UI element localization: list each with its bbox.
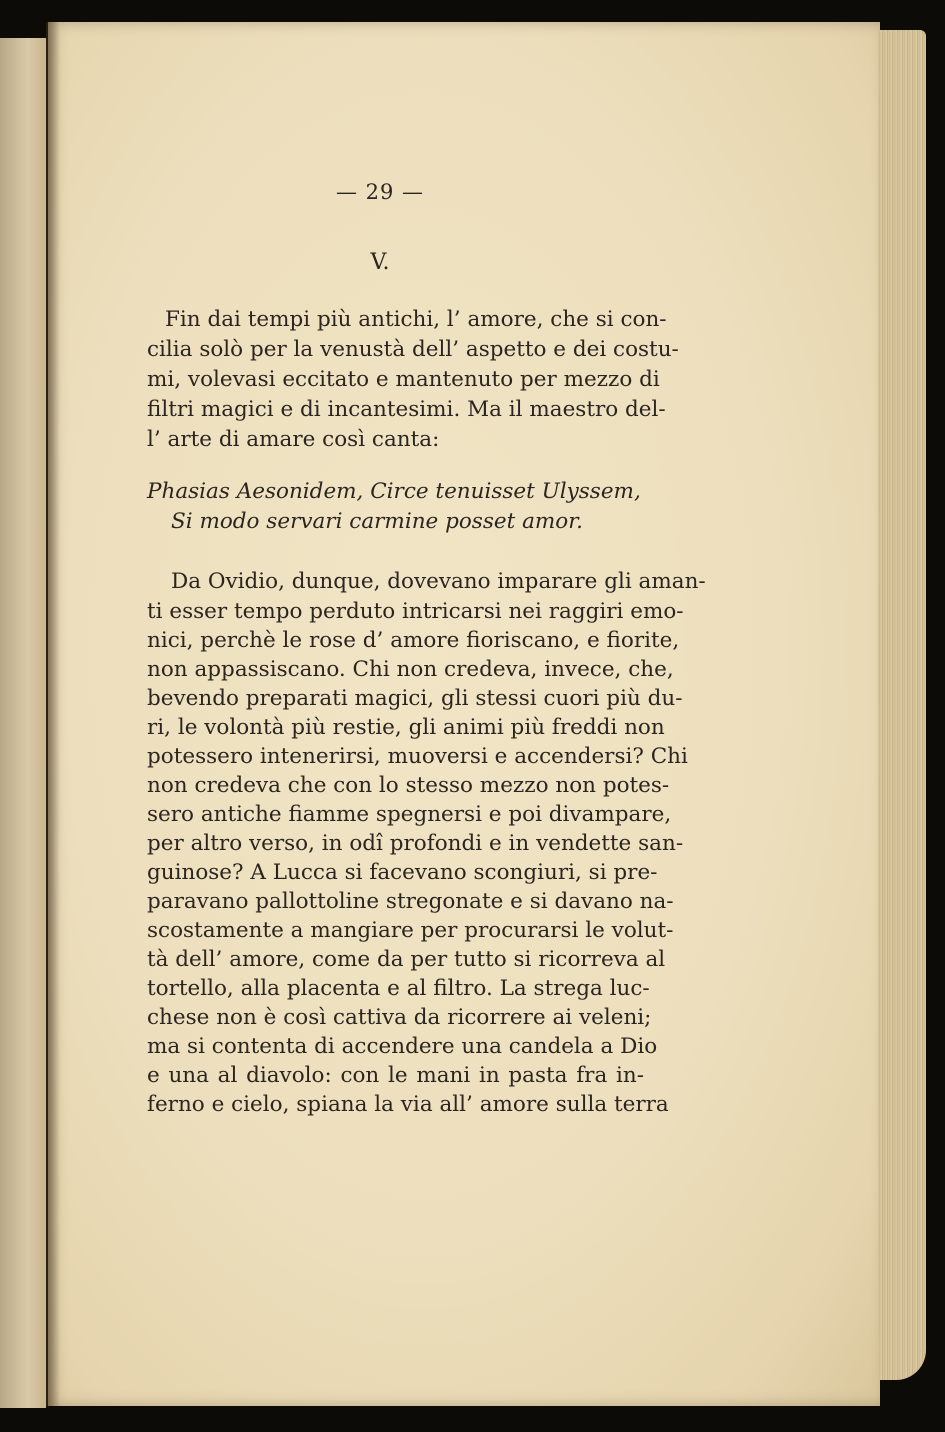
page-number: — 29 —	[335, 180, 425, 204]
paragraph-line: tà dell’ amore, come da per tutto si ricorreva al	[147, 947, 666, 972]
paragraph-line: sero antiche fiamme spegnersi e poi divampare,	[147, 802, 672, 827]
paragraph-line: Fin dai tempi più antichi, l’ amore, che si con-	[165, 307, 667, 332]
paragraph-line: Da Ovidio, dunque, dovevano imparare gli aman-	[171, 569, 706, 594]
paragraph-line: filtri magici e di incantesimi. Ma il maestro del-	[147, 397, 666, 422]
chapter-heading: V.	[370, 250, 390, 275]
paragraph-line: per altro verso, in odî profondi e in vendette san-	[147, 831, 684, 856]
paragraph-line: non appassiscano. Chi non credeva, invece, che,	[147, 657, 674, 682]
paragraph-line: ma si contenta di accendere una candela a Dio	[147, 1034, 658, 1059]
paragraph-line: ti esser tempo perduto intricarsi nei raggiri emo-	[147, 599, 684, 624]
paragraph-line: cilia solò per la venustà dell’ aspetto e dei costu-	[147, 337, 679, 362]
paragraph-line: paravano pallottoline stregonate e si davano na-	[147, 889, 674, 914]
paragraph-line: l’ arte di amare così canta:	[147, 427, 440, 452]
paragraph-line: guinose? A Lucca si facevano scongiuri, si pre-	[147, 860, 658, 885]
paragraph-line: chese non è così cattiva da ricorrere ai veleni;	[147, 1005, 652, 1030]
paragraph-line: mi, volevasi eccitato e mantenuto per mezzo di	[147, 367, 660, 392]
paragraph-line: non credeva che con lo stesso mezzo non potes-	[147, 773, 670, 798]
paragraph-line: ri, le volontà più restie, gli animi più freddi non	[147, 715, 665, 740]
verse-line: Si modo servari carmine posset amor.	[171, 509, 583, 534]
paragraph-line: bevendo preparati magici, gli stessi cuori più du-	[147, 686, 683, 711]
verse-line: Phasias Aesonidem, Circe tenuisset Ulyssem,	[147, 479, 641, 504]
paragraph-line: tortello, alla placenta e al filtro. La strega luc-	[147, 976, 650, 1001]
paragraph-line: potessero intenerirsi, muoversi e accendersi? Chi	[147, 744, 688, 769]
paragraph-line: scostamente a mangiare per procurarsi le volut-	[147, 918, 674, 943]
paragraph-line: e una al diavolo: con le mani in pasta fra in-	[147, 1063, 644, 1088]
paragraph-line: ferno e cielo, spiana la via all’ amore sulla terra	[147, 1092, 669, 1117]
paragraph-line: nici, perchè le rose d’ amore fioriscano, e fiorite,	[147, 628, 680, 653]
